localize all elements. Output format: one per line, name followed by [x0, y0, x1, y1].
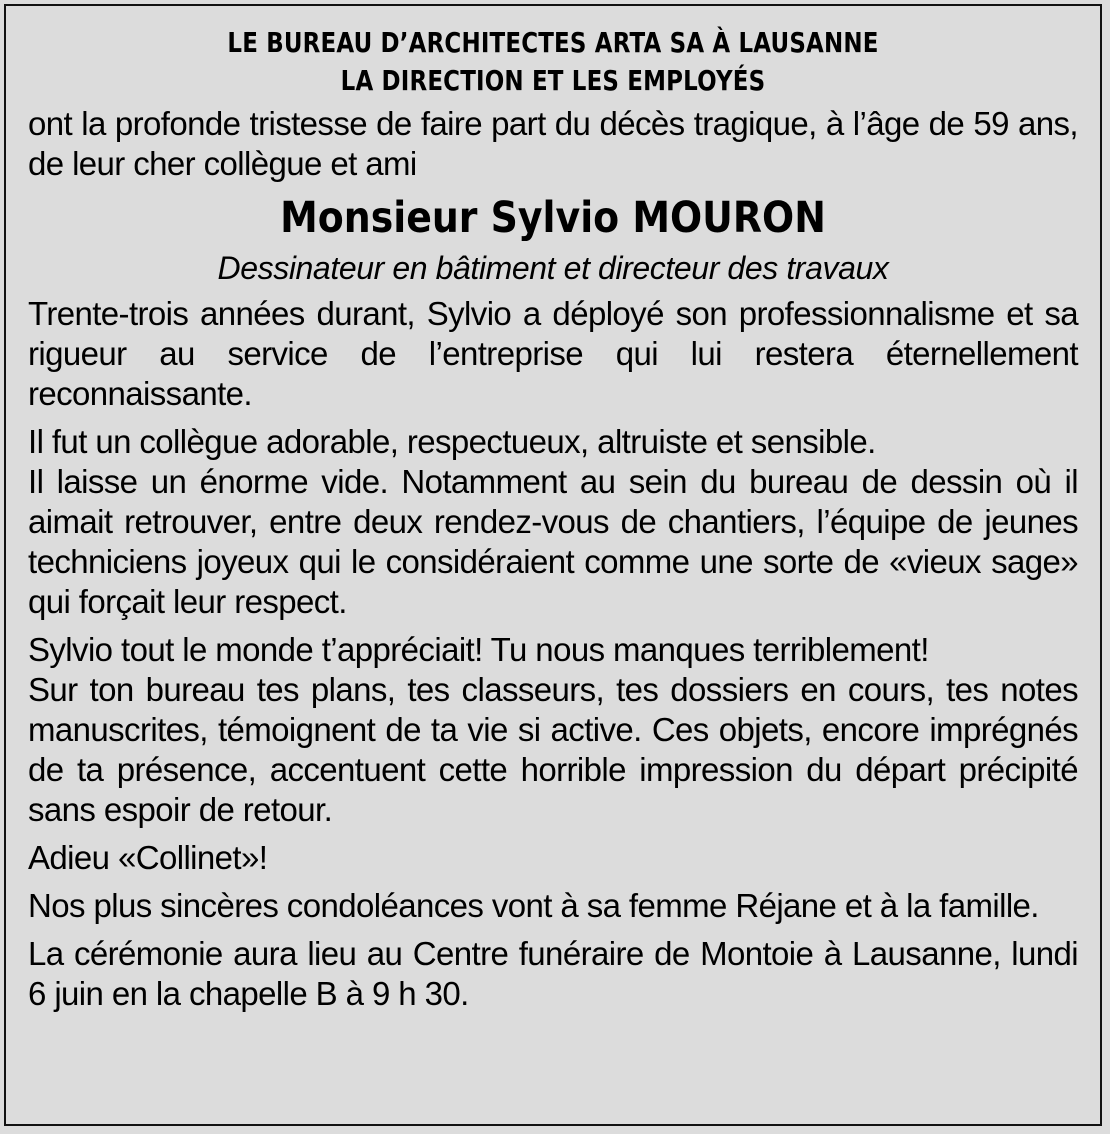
paragraph-farewell: Adieu «Collinet»!	[28, 839, 268, 876]
paragraph-career: Trente-trois années durant, Sylvio a déployé son professionnalisme et sa rigueur au service de l’entreprise qui lui restera éternellement reconnaissante.	[28, 295, 1078, 412]
paragraph-colleague-line2: Il laisse un énorme vide. Notamment au sein du bureau de dessin où il aimait retrouver, entre deux rendez-vous de chantiers, l’équipe de jeunes techniciens joyeux qui le considéraient comme une sorte de «vieux sage» qui forçait leur respect.	[28, 463, 1078, 620]
paragraph-ceremony: La cérémonie aura lieu au Centre funéraire de Montoie à Lausanne, lundi 6 juin en la chapelle B à 9 h 30.	[28, 935, 1078, 1012]
obituary-notice	[4, 4, 1102, 1126]
paragraph-colleague	[28, 422, 1078, 622]
intro-text: ont la profonde tristesse de faire part du décès tragique, à l’âge de 59 ans, de leur cher collègue et ami	[28, 105, 1078, 182]
paragraph-tribute	[28, 630, 1078, 830]
notice-header	[123, 24, 984, 100]
header-company: LE BUREAU D’ARCHITECTES ARTA SA À LAUSANNE	[227, 26, 879, 59]
paragraph-tribute-line1: Sylvio tout le monde t’appréciait! Tu nous manques terriblement!	[28, 631, 929, 668]
deceased-name: Monsieur Sylvio MOURON	[280, 193, 826, 243]
paragraph-colleague-line1: Il fut un collègue adorable, respectueux, altruiste et sensible.	[28, 423, 876, 460]
paragraph-condolences: Nos plus sincères condoléances vont à sa femme Réjane et à la famille.	[28, 887, 1039, 924]
paragraph-tribute-line2: Sur ton bureau tes plans, tes classeurs, tes dossiers en cours, tes notes manuscrites, témoignent de ta vie si active. Ces objets, encore imprégnés de ta présence, accentuent cette horrible impression du départ précipité sans espoir de retour.	[28, 671, 1078, 828]
deceased-occupation: Dessinateur en bâtiment et directeur des travaux	[217, 250, 889, 286]
header-staff: LA DIRECTION ET LES EMPLOYÉS	[340, 64, 766, 97]
